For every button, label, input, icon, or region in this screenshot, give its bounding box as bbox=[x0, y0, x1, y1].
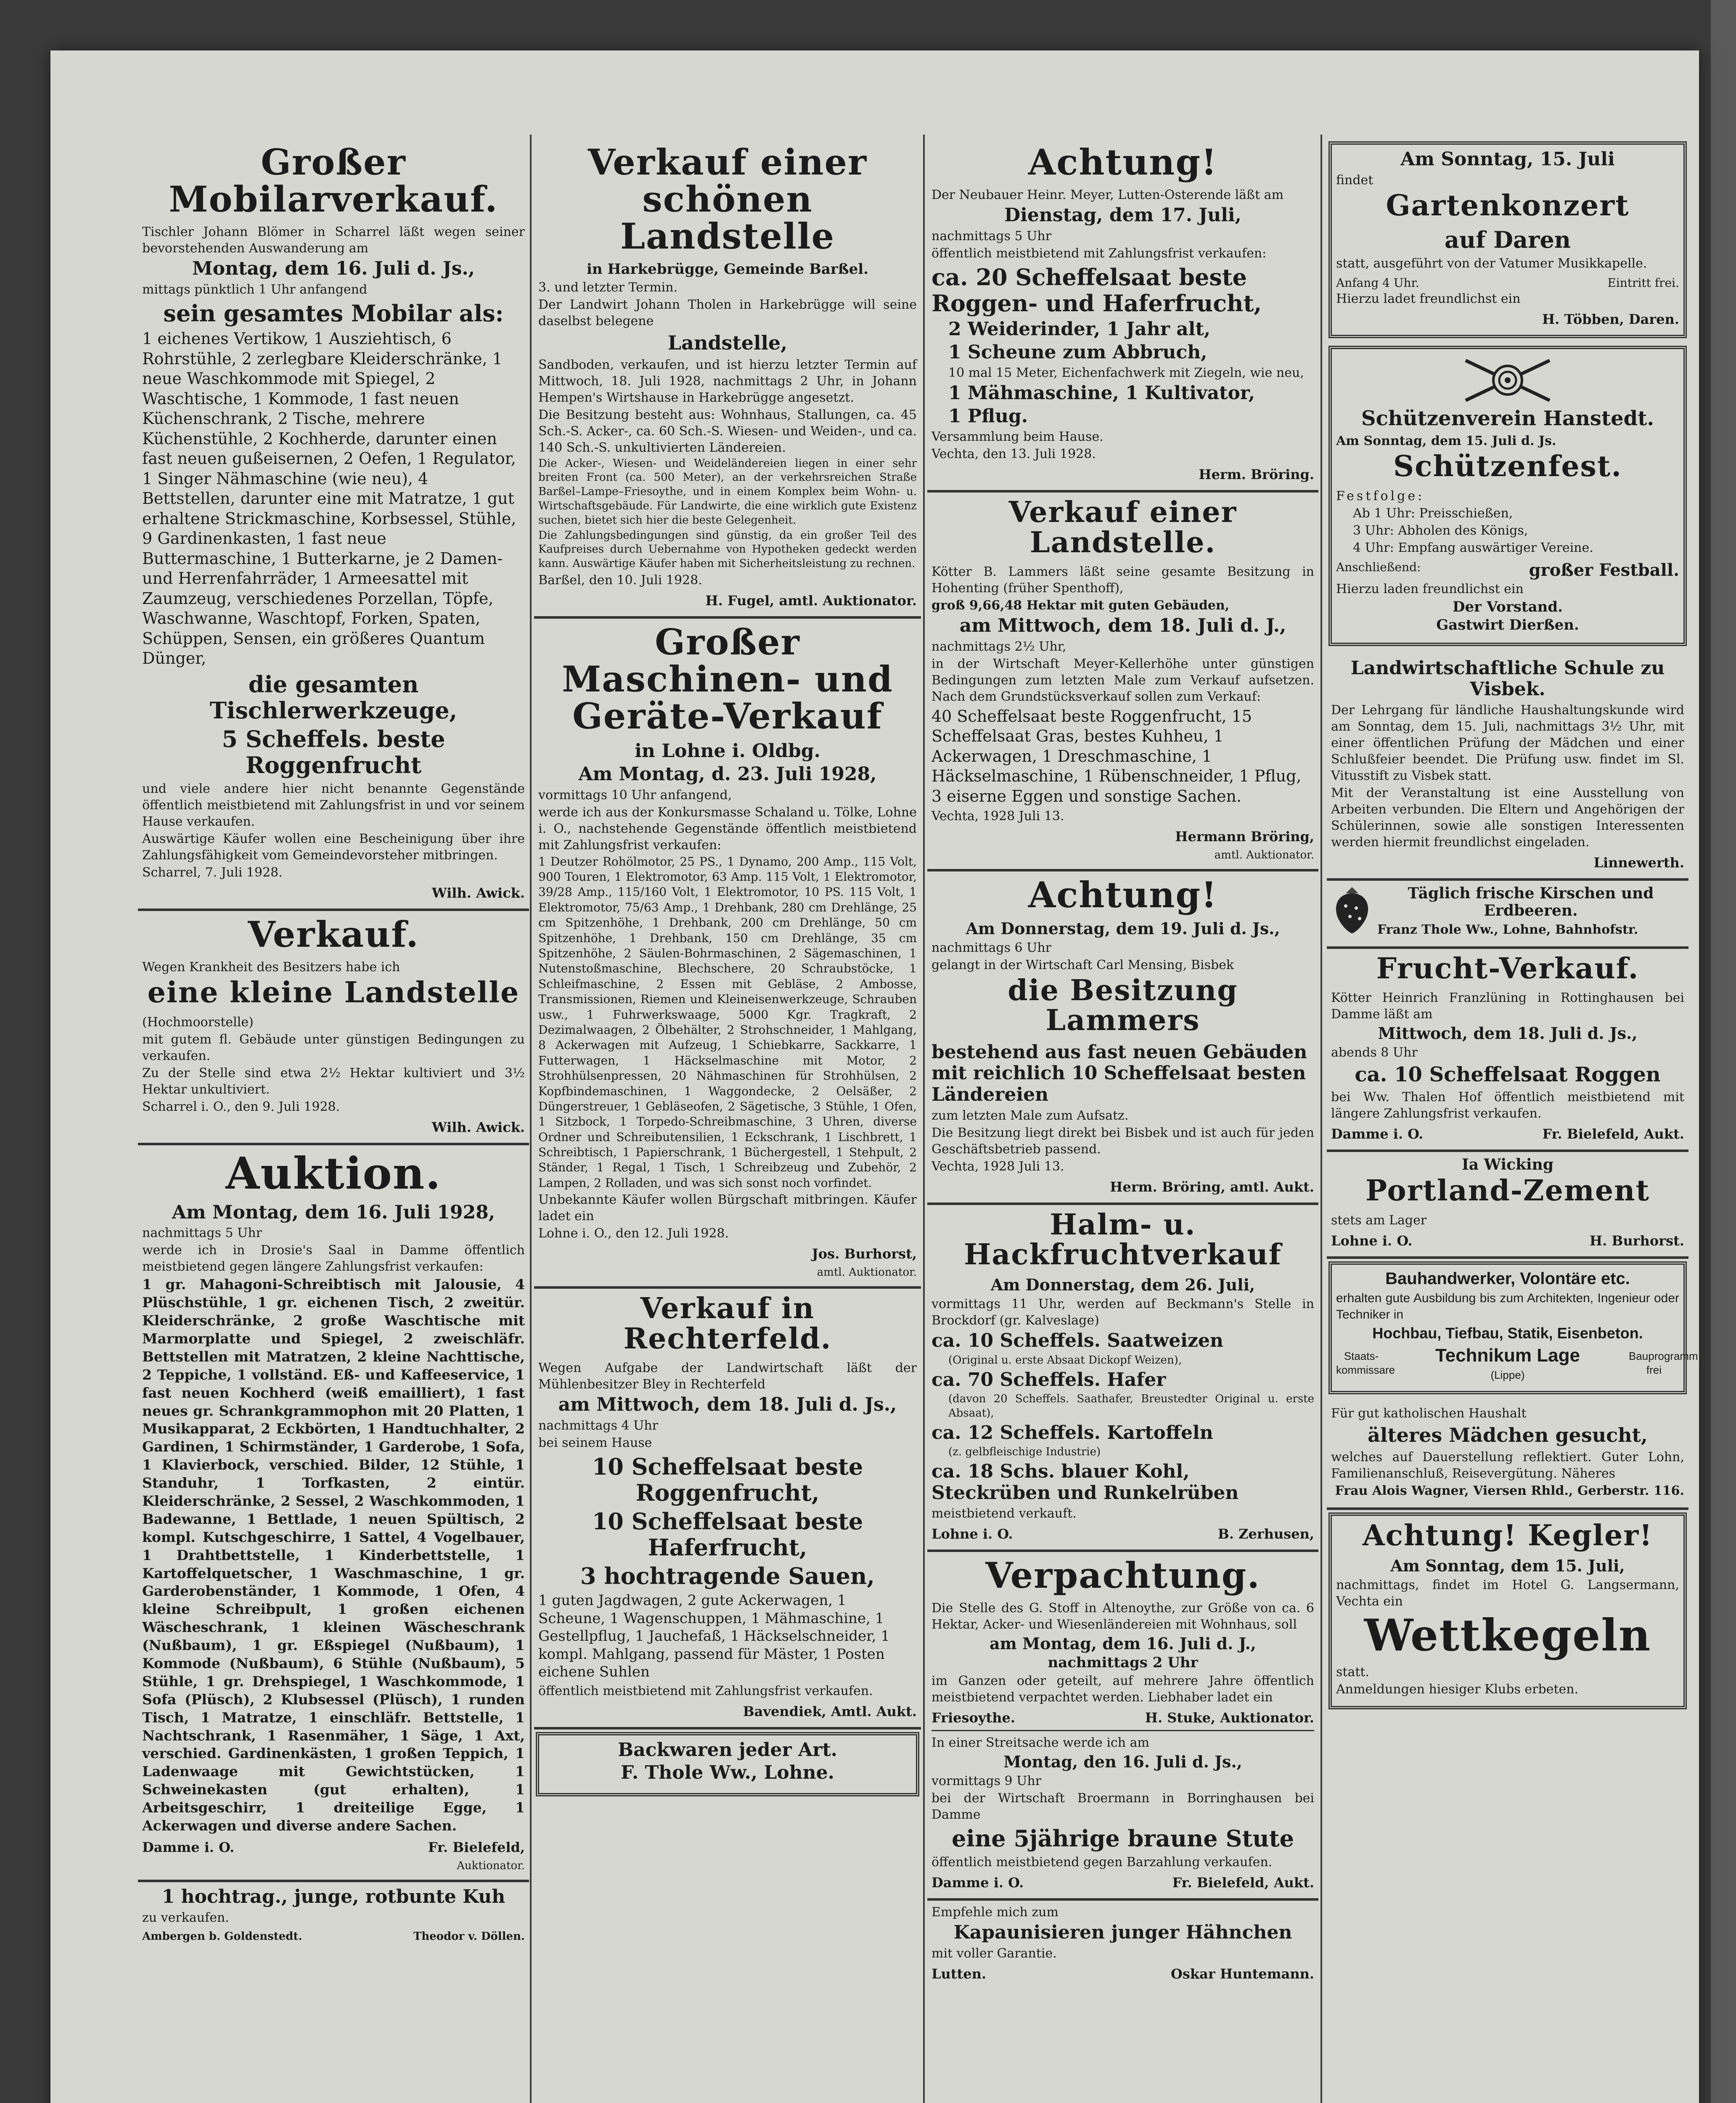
ad-backwaren bbox=[536, 1732, 919, 1796]
ad-signature bbox=[932, 1526, 1314, 1542]
ad-rechterfeld bbox=[534, 1289, 921, 1729]
ad-technikum-row bbox=[1336, 1343, 1698, 1383]
ad-headline: Wettkegeln bbox=[1364, 1609, 1651, 1661]
ad-item: 1 Pflug. bbox=[948, 405, 1028, 427]
ad-time: nachmittags 5 Uhr bbox=[142, 1226, 262, 1241]
ad-kegler bbox=[1328, 1512, 1687, 1709]
ad-sub: statt. bbox=[1336, 1664, 1369, 1679]
ad-body: Mit der Veranstaltung ist eine Ausstellung von Arbeiten verbunden. Die Eltern und Angehörigen der Schülerinnen, sowie alle sonstigen Interessenten werden hiermit freundlichst eingeladen. bbox=[1331, 786, 1684, 850]
signer: Gastwirt Dierßen. bbox=[1436, 616, 1579, 633]
ad-start: Anfang 4 Uhr. bbox=[1336, 276, 1419, 290]
ad-date: Dienstag, dem 17. Juli, bbox=[1004, 204, 1241, 226]
ad-pre: Für gut katholischen Haushalt bbox=[1331, 1406, 1527, 1421]
ad-title: Verkauf einer schönen Landstelle bbox=[587, 141, 868, 257]
ad-signature bbox=[1331, 1126, 1684, 1142]
ad-halm-hackfrucht bbox=[927, 1205, 1318, 1552]
column-4 bbox=[1327, 139, 1698, 2103]
column-rule bbox=[923, 135, 925, 2103]
ad-signature bbox=[538, 1246, 917, 1262]
ad-title: älteres Mädchen gesucht, bbox=[1368, 1423, 1648, 1446]
signer-role: amtl. Auktionator. bbox=[817, 1266, 917, 1279]
ad-verpachtung bbox=[927, 1552, 1318, 1901]
ad-schuetzenfest bbox=[1328, 346, 1687, 646]
signer-role: Auktionator. bbox=[457, 1859, 525, 1872]
ad-body: bei Ww. Thalen Hof öffentlich meistbietend mit längere Zahlungsfrist verkaufen. bbox=[1331, 1090, 1684, 1121]
column-2 bbox=[534, 139, 921, 2103]
newspaper-page bbox=[50, 50, 1699, 2103]
ad-place: Damme i. O. bbox=[1331, 1126, 1424, 1142]
ad-items: 1 eichenes Vertikow, 1 Ausziehtisch, 6 Rohrstühle, 2 zerlegbare Kleiderschränke, 1 neue Waschkommode mit Spiegel, 2 Waschtische, 1 Kommode, 1 fast neuen Küchenschrank, 2 Tische, mehrere Küchenstühle, 2 Kochherde, darunter einen fast neuen gußeisernen, 2 Oefen, 1 Regulator, 1 Singer Nähmaschine (wie neu), 4 Bettstellen, darunter eine mit Matratze, 1 gut erhaltene Strickmaschine, Korbsessel, Stühle, 9 Gardinenkasten, 1 fast neue Buttermaschine, 1 Butterkarne, je 2 Damen- und Herrenfahrräder, 1 Armeesattel mit Zaumzeug, verschiedenes Porzellan, Töpfe, Waschwanne, Waschtopf, Forken, Spaten, Schüppen, Sensen, ein größeres Quantum Dünger, bbox=[142, 329, 516, 668]
ad-achtung-lammers bbox=[927, 871, 1318, 1205]
ad-signature bbox=[142, 1930, 525, 1943]
ad-ball: großer Festball. bbox=[1529, 560, 1679, 580]
ad-right: Bauprogramm frei bbox=[1628, 1349, 1698, 1377]
ad-date: am Mittwoch, dem 18. Juli d. Js., bbox=[558, 1394, 897, 1416]
ad-item-detail: (Original u. erste Absaat Dickopf Weizen), bbox=[948, 1353, 1182, 1367]
ad-item: 1 Scheune zum Abbruch, bbox=[948, 341, 1207, 363]
ad-signature bbox=[932, 1179, 1314, 1195]
ad-time: nachmittags 2½ Uhr, bbox=[932, 639, 1066, 654]
signer: Wilh. Awick. bbox=[431, 885, 525, 901]
signer: Theodor v. Döllen. bbox=[413, 1930, 525, 1943]
ad-sub: (Lippe) bbox=[1490, 1368, 1525, 1381]
ad-body: im Ganzen oder geteilt, auf mehrere Jahre öffentlich meistbietend verpachtet werden. Liebhaber ladet ein bbox=[932, 1674, 1314, 1705]
signer: Oskar Huntemann. bbox=[1171, 1965, 1314, 1982]
ad-time: nachmittags 4 Uhr bbox=[538, 1418, 659, 1433]
ad-gartenkonzert bbox=[1328, 141, 1687, 338]
column-1 bbox=[138, 139, 529, 2103]
ad-date: Am Montag, dem 16. Juli 1928, bbox=[172, 1201, 495, 1223]
ad-body: Sandboden, verkaufen, und ist hierzu letzter Termin auf Mittwoch, 18. Juli 1928, nachmittags 2 Uhr, in Johann Hempen's Wirtshause in Harkebrügge angesetzt. bbox=[538, 357, 917, 405]
ad-maedchen bbox=[1327, 1402, 1688, 1510]
ad-place: Lutten. bbox=[932, 1965, 987, 1982]
ad-title: Verpachtung. bbox=[985, 1555, 1260, 1597]
ad-intro: nachmittags, findet im Hotel G. Langsermann, Vechta ein bbox=[1336, 1577, 1679, 1609]
book-spine bbox=[1711, 0, 1736, 2103]
ad-time: nachmittags 2 Uhr bbox=[1048, 1654, 1198, 1671]
ad-title: Verkauf. bbox=[248, 913, 419, 955]
ad-intro: gelangt in der Wirtschaft Carl Mensing, Bisbek bbox=[932, 958, 1234, 973]
signer: H. Fugel, amtl. Auktionator. bbox=[705, 592, 917, 609]
ad-body: Die Acker-, Wiesen- und Weideländereien liegen in einer sehr breiten Front (ca. 500 Meter), an der verkehrsreichen Straße Barßel–Lampe–Friesoythe, und in einem Komplex beim Wohn- u. Wirtschaftsgebäude. Für Landwirte, die eine wirklich gute Existenz suchen, bietet sich hier die beste Gelegenheit. bbox=[538, 457, 917, 527]
ad-start-entry bbox=[1336, 276, 1679, 290]
ad-body: Der Lehrgang für ländliche Haushaltungskunde wird am Sonntag, dem 15. Juli, nachmittags 3½ Uhr, mit einer öffentlichen Prüfung der Mädchen und einer Schlußfeier beendet. Die Prüfung usw. findet im Sl. Vitusstift zu Visbek statt. bbox=[1331, 703, 1684, 784]
ad-date: Am Donnerstag, dem 26. Juli, bbox=[990, 1275, 1255, 1295]
ad-kirschen bbox=[1327, 881, 1688, 949]
signer: Fr. Bielefeld, bbox=[428, 1839, 525, 1855]
ad-place: Lohne i. O., den 12. Juli 1928. bbox=[538, 1226, 729, 1241]
ad-sub: zu verkaufen. bbox=[142, 1910, 229, 1925]
ad-sub: öffentlich meistbietend mit Zahlungsfrist verkaufen: bbox=[932, 246, 1267, 261]
ad-signature bbox=[538, 1703, 917, 1719]
ad-body: welches auf Dauerstellung reflektiert. Guter Lohn, Familienanschluß, Reisevergütung. Näheres bbox=[1331, 1449, 1684, 1481]
signer: Herm. Bröring. bbox=[1199, 466, 1314, 483]
ad-left: Staats-kommissare bbox=[1336, 1349, 1395, 1377]
ad-intro: Kötter Heinrich Franzlüning in Rottinghausen bei Damme läßt am bbox=[1331, 991, 1684, 1022]
column-rule bbox=[530, 135, 532, 2103]
ad-title: Achtung! Kegler! bbox=[1362, 1518, 1653, 1552]
signer: F. Thole Ww., Lohne. bbox=[621, 1762, 834, 1784]
ad-entry: Eintritt frei. bbox=[1607, 276, 1679, 290]
ad-highlight: 5 Scheffels. beste Roggenfrucht bbox=[222, 725, 445, 779]
ad-item-detail: 10 mal 15 Meter, Eichenfachwerk mit Ziegeln, wie neu, bbox=[948, 366, 1304, 381]
ad-kapaunen bbox=[927, 1901, 1318, 1989]
signer: H. Burhorst. bbox=[1589, 1232, 1684, 1249]
ad-frucht-verkauf bbox=[1327, 949, 1688, 1152]
strawberry-icon bbox=[1331, 885, 1373, 937]
ad-date: Am Sonntag, dem 15. Juli, bbox=[1390, 1556, 1625, 1575]
ad-role bbox=[538, 1266, 917, 1279]
ad-zement bbox=[1327, 1152, 1688, 1259]
ad-signature bbox=[932, 829, 1314, 845]
ad-sub: zum letzten Male zum Aufsatz. bbox=[932, 1108, 1129, 1123]
ad-date: am Mittwoch, dem 18. Juli d. J., bbox=[959, 615, 1286, 637]
ad-auktion bbox=[138, 1145, 529, 1882]
ad-intro: werde ich aus der Konkursmasse Schaland u. Tölke, Lohne i. O., nachstehende Gegenstände öffentlich meistbietend mit Zahlungsfrist verkaufen: bbox=[538, 805, 917, 853]
signer-role: amtl. Auktionator. bbox=[1214, 849, 1314, 862]
ad-item: 10 Scheffelsaat beste Roggenfrucht, bbox=[592, 1453, 863, 1506]
signer: Wilh. Awick. bbox=[431, 1119, 525, 1135]
ad-item: ca. 10 Scheffels. Saatweizen bbox=[932, 1330, 1223, 1352]
ad-item: 2 Weiderinder, 1 Jahr alt, bbox=[948, 318, 1211, 340]
ad-item: ca. 70 Scheffels. Hafer bbox=[932, 1369, 1166, 1391]
ad-meet: Versammlung beim Hause. bbox=[932, 429, 1104, 445]
ad-order-item: 3 Uhr: Abholen des Königs, bbox=[1353, 523, 1528, 538]
ad-title: Landwirtschaftliche Schule zu Visbek. bbox=[1350, 657, 1665, 700]
ad-technikum bbox=[1328, 1261, 1698, 1394]
ad-date: Am Donnerstag, dem 19. Juli d. Js., bbox=[966, 919, 1280, 938]
ad-time: nachmittags 6 Uhr bbox=[932, 940, 1052, 956]
ad-note: Anmeldungen hiesiger Klubs erbeten. bbox=[1336, 1682, 1579, 1697]
ad-subhead: sein gesamtes Mobilar als: bbox=[163, 299, 504, 327]
ad-name: Technikum Lage bbox=[1435, 1345, 1580, 1366]
ad-pre: Empfehle mich zum bbox=[932, 1905, 1059, 1920]
ad-signature bbox=[142, 1119, 525, 1135]
ad-item: ca. 12 Scheffels. Kartoffeln bbox=[932, 1422, 1213, 1443]
ad-items: 1 gr. Mahagoni-Schreibtisch mit Jalousie, 4 Plüschstühle, 1 gr. eichenen Tisch, 2 zweitür. Kleiderschränke, 2 große Waschtische mit Marmorplatte und Spiegel, 2 zweischläfr. Bettstellen mit Matratzen, 2 kleine Nachttische, 2 Teppiche, 1 vollständ. Eß- und Kaffeeservice, 1 fast neuen Kochherd (weiß emailliert), 1 fast neues gr. Schrankgrammophon mit 20 Platten, 1 Musikapparat, 2 Eckbörten, 1 Handtuchhalter, 2 Gardinen, 1 Schirmständer, 1 Garderobe, 1 Sofa, 1 Klavierbock, verschied. Bilder, 12 Stühle, 1 Standuhr, 1 Torfkasten, 2 eintür. Kleiderschränke, 2 Sessel, 2 Waschkommoden, 1 Badewanne, 1 Bettlade, 1 neuen Spültisch, 2 kompl. Kutschgeschirre, 1 Sattel, 4 Vogelbauer, 1 Drahtbettstelle, 1 Kinderbettstelle, 1 Kartoffelquetscher, 1 Waschmaschine, 1 gr. Garderobenständer, 1 Kommode, 1 Ofen, 4 kleine Schreibpult, 1 großen eichenen Wäscheschrank, 1 kleinen Wäscheschrank (Nußbaum), 1 gr. Eßspiegel (Nußbaum), 1 Kommode (Nußbaum), 6 Stühle (Nußbaum), 5 Stühle, 1 gr. Drehspiegel, 1 Waschkommode, 1 Sofa (Plüsch), 2 Klubsessel (Plüsch), 1 runden Tisch, 1 Matratze, 1 einschläfr. Bettstelle, 1 Nachtschrank, 1 Rasenmäher, 1 Säge, 1 Axt, verschied. Gardinenkästen, 1 großen Teppich, 1 Ladenwaage mit Gewichtstücken, 1 Schweinekasten (gut erhalten), 1 Arbeitsgeschirr, 1 dreiteilige Egge, 1 Ackerwagen und diverse andere Sachen. bbox=[142, 1276, 525, 1834]
ad-highlight: die gesamten Tischlerwerkzeuge, bbox=[209, 670, 458, 724]
ad-item: 3 hochtragende Sauen, bbox=[580, 1563, 875, 1590]
signer: Herm. Bröring, amtl. Aukt. bbox=[1110, 1179, 1314, 1195]
signer: Fr. Bielefeld, Aukt. bbox=[1172, 1875, 1314, 1891]
ad-place: Lohne i. O. bbox=[1331, 1232, 1413, 1249]
ad-signature bbox=[932, 466, 1314, 482]
ad-body: Die Zahlungsbedingungen sind günstig, da ein großer Teil des Kaufpreises durch Uebernahme von Hypotheken gedeckt werden kann. Auswärtige Käufer haben mit Sicherheitsleistung zu rechnen. bbox=[538, 529, 917, 570]
ad-title: 1 hochtrag., junge, rotbunte Kuh bbox=[161, 1886, 505, 1907]
ad-title: Frucht-Verkauf. bbox=[1376, 951, 1639, 985]
ad-date: Am Sonntag, 15. Juli bbox=[1400, 148, 1615, 170]
ad-subhead: Landstelle, bbox=[667, 331, 788, 354]
signer: H. Többen, Daren. bbox=[1542, 311, 1679, 328]
ad-order-heading: Festfolge: bbox=[1336, 488, 1425, 503]
ad-title: Verkauf einer Landstelle. bbox=[1008, 495, 1237, 559]
signer: Franz Thole Ww., Lohne, Bahnhofstr. bbox=[1377, 922, 1638, 937]
ad-kuh bbox=[138, 1882, 529, 1950]
ad-signature bbox=[1331, 1233, 1684, 1249]
ad-body: statt, ausgeführt von der Vatumer Musikkapelle. bbox=[1336, 256, 1647, 271]
ad-intro: Tischler Johann Blömer in Scharrel läßt wegen seiner bevorstehenden Auswanderung am bbox=[142, 225, 525, 256]
ad-body: bei der Wirtschaft Broermann in Borringhausen bei Damme bbox=[932, 1790, 1314, 1822]
ad-location: in Lohne i. Oldbg. bbox=[635, 740, 820, 762]
signer: Hermann Bröring, bbox=[1175, 829, 1314, 845]
signer: B. Zerhusen, bbox=[1217, 1526, 1314, 1542]
ad-body: Zu der Stelle sind etwa 2½ Hektar kultiviert und 3½ Hektar unkultiviert. bbox=[142, 1065, 525, 1097]
ad-date: am Montag, dem 16. Juli d. J., bbox=[989, 1634, 1257, 1653]
ad-landstelle-lammers bbox=[927, 493, 1318, 871]
ad-signature bbox=[932, 1966, 1314, 1982]
ad-note: Auswärtige Käufer wollen eine Bescheinigung über ihre Zahlungsfähigkeit vom Gemeindevorsteher mitbringen. bbox=[142, 831, 525, 863]
ad-date: Am Montag, d. 23. Juli 1928, bbox=[578, 763, 877, 785]
ad-note: und viele andere hier nicht benannte Gegenstände öffentlich meistbietend mit Zahlungsfrist in und vor seinem Hause verkaufen. bbox=[142, 781, 525, 829]
ad-time: vormittags 9 Uhr bbox=[932, 1773, 1042, 1788]
ad-place: Lohne i. O. bbox=[932, 1526, 1013, 1542]
signer: Fr. Bielefeld, Aukt. bbox=[1542, 1126, 1684, 1142]
ad-intro: werde ich in Drosie's Saal in Damme öffentlich meistbietend gegen längere Zahlungsfrist verkaufen: bbox=[142, 1243, 525, 1274]
ad-date: Montag, dem 16. Juli d. Js., bbox=[192, 258, 475, 280]
ad-place: Barßel, den 10. Juli 1928. bbox=[538, 572, 702, 588]
ad-verkauf-landstelle-klein bbox=[138, 911, 529, 1145]
ad-title: Achtung! bbox=[1028, 874, 1217, 916]
ad-body: erhalten gute Ausbildung bis zum Architekten, Ingenieur oder Techniker in bbox=[1336, 1291, 1679, 1322]
ad-place: Damme i. O. bbox=[932, 1875, 1024, 1891]
signer: Der Vorstand. bbox=[1453, 598, 1563, 615]
ad-item-detail: (z. gelbfleischige Industrie) bbox=[948, 1446, 1101, 1459]
ad-signature bbox=[932, 1710, 1314, 1726]
signer: Jos. Burhorst, bbox=[812, 1246, 917, 1262]
ad-location: in Harkebrügge, Gemeinde Barßel. bbox=[586, 260, 869, 278]
ad-intro: In einer Streitsache werde ich am bbox=[932, 1730, 1314, 1751]
ad-signature bbox=[142, 885, 525, 901]
ad-order-item: Ab 1 Uhr: Preisschießen, bbox=[1353, 506, 1513, 521]
ad-place: Scharrel i. O., den 9. Juli 1928. bbox=[142, 1099, 340, 1114]
ad-term: 3. und letzter Termin. bbox=[538, 280, 678, 295]
ad-role bbox=[142, 1859, 525, 1872]
crossed-rifles-target-icon bbox=[1336, 354, 1679, 405]
ad-pre: findet bbox=[1336, 172, 1373, 188]
ad-title: Backwaren jeder Art. bbox=[618, 1739, 837, 1761]
ad-body: bestehend aus fast neuen Gebäuden mit reichlich 10 Scheffelsaat besten Ländereien bbox=[932, 1041, 1307, 1106]
ad-intro: Der Landwirt Johann Tholen in Harkebrügge will seine daselbst belegene bbox=[538, 297, 917, 328]
ad-signature bbox=[538, 593, 917, 609]
ad-place: Scharrel, 7. Juli 1928. bbox=[142, 865, 283, 880]
ad-time: nachmittags 5 Uhr bbox=[932, 228, 1052, 244]
ad-signature bbox=[142, 1839, 525, 1855]
ad-title: Achtung! bbox=[1028, 141, 1217, 183]
ad-headline: die Besitzung Lammers bbox=[1008, 974, 1238, 1038]
ad-signature bbox=[1336, 311, 1679, 327]
ad-intro: Kötter B. Lammers läßt seine gesamte Besitzung in Hohenting (früher Spenthoff), bbox=[932, 564, 1314, 596]
ad-headline: eine kleine Landstelle bbox=[147, 976, 520, 1010]
ad-date: Montag, den 16. Juli d. Js., bbox=[1003, 1752, 1242, 1772]
ad-place: Vechta, 1928 Juli 13. bbox=[932, 809, 1064, 824]
ad-date: Am Sonntag, dem 15. Juli d. Js. bbox=[1336, 434, 1556, 449]
signer: Linnewerth. bbox=[1593, 855, 1684, 871]
signer: H. Stuke, Auktionator. bbox=[1145, 1710, 1314, 1726]
ad-sub: (Hochmoorstelle) bbox=[142, 1014, 254, 1030]
ad-fields: Hochbau, Tiefbau, Statik, Eisenbeton. bbox=[1372, 1324, 1643, 1342]
ad-title: Großer Mobilarverkauf. bbox=[169, 141, 498, 220]
ad-items: 1 Deutzer Rohölmotor, 25 PS., 1 Dynamo, 200 Amp., 115 Volt, 900 Touren, 1 Elektromotor, 63 Amp. 115 Volt, 1 Elektromotor, 39/28 Amp., 115/160 Volt, 1 Elektromotor, 10 PS. 115 Volt, 1 Elektromotor, 75/63 Amp., 1 Drehbank, 280 cm Drehlänge, 25 cm Spitzenhöhe, 1 Drehbank, 200 cm Drehlänge, 50 cm Spitzenhöhe, 1 Drehbank, 150 cm Drehlänge, 35 cm Spitzenhöhe, 2 Säulen-Bohrmaschinen, 2 Sägemaschinen, 1 Nutenstoßmaschine, Blechschere, 20 Schraubstöcke, 1 Schleifmaschine, 2 Essen mit Gebläse, 2 Ambosse, Transmissionen, Riemen und Kleineisenwerkzeuge, Schrauben usw., 1 Fuhrwerkswaage, 5000 Kgr. Tragkraft, 2 Dezimalwaagen, 2 Ölbehälter, 2 Strohschneider, 1 Mahlgang, 8 Ackerwagen mit Aufzeug, 1 Schiebkarre, Sackkarre, 1 Futterwagen, 1 Häckselmaschine mit Motor, 2 Strohhülsenpressen, 20 Nähmaschinen für Strohhülsen, 2 Kopfbindemaschinen, 1 Waggondecke, 2 Oelsäßer, 2 Düngerstreuer, 1 Gebläseofen, 2 Sägetische, 3 Stühle, 1 Ofen, 1 Sitzbock, 1 Torpedo-Schreibmaschine, 3 Uhren, diverse Ordner und Schreibutensilien, 1 Eckschrank, 1 Lischbrett, 1 Schreibtisch, 1 Papierschrank, 1 Büchergestell, 1 Stehpult, 2 Ständer, 1 Regal, 1 Tisch, 1 Schreibzeug und Zubehör, 2 Lampen, 2 Rolladen, und was sich sonst noch vorfindet. bbox=[538, 854, 917, 1190]
ad-item-detail: (davon 20 Scheffels. Saathafer, Breustedter Original u. erste Absaat), bbox=[948, 1393, 1314, 1420]
ad-size: groß 9,66,48 Hektar mit guten Gebäuden, bbox=[932, 598, 1230, 613]
ad-title: Halm- u. Hackfruchtverkauf bbox=[963, 1208, 1282, 1272]
ad-place: Vechta, 1928 Juli 13. bbox=[932, 1159, 1064, 1174]
ad-name-block bbox=[1435, 1343, 1580, 1383]
ad-body: in der Wirtschaft Meyer-Kellerhöhe unter günstigen Bedingungen zum letzten Male zum Verkauf aufsetzen. Nach dem Grundstücksverkauf sollen zum Verkauf: bbox=[932, 656, 1314, 704]
ad-loc: bei seinem Hause bbox=[538, 1435, 652, 1450]
ad-role bbox=[932, 849, 1314, 861]
ad-intro: Der Neubauer Heinr. Meyer, Lutten-Osterende läßt am bbox=[932, 188, 1284, 203]
ad-after-label: Anschließend: bbox=[1336, 560, 1421, 574]
ad-note: öffentlich meistbietend gegen Barzahlung verkaufen. bbox=[932, 1855, 1273, 1870]
ad-headline: eine 5jährige braune Stute bbox=[952, 1825, 1294, 1852]
ad-signature bbox=[1331, 855, 1684, 871]
ad-note: Unbekannte Käufer wollen Bürgschaft mitbringen. Käufer ladet ein bbox=[538, 1192, 917, 1224]
ad-time: abends 8 Uhr bbox=[1331, 1045, 1418, 1060]
ad-invite: Hierzu laden freundlichst ein bbox=[1336, 581, 1524, 596]
ad-after bbox=[1336, 560, 1679, 580]
ad-body: Die Besitzung besteht aus: Wohnhaus, Stallungen, ca. 45 Sch.-S. Acker-, ca. 60 Sch.-S. Wiesen- und Weiden-, und ca. 140 Sch.-S. unkultivierten Ländereien. bbox=[538, 407, 917, 455]
ad-pre: Ia Wicking bbox=[1461, 1156, 1554, 1174]
ad-place: Damme i. O. bbox=[142, 1839, 235, 1855]
ad-item: ca. 20 Scheffelsaat beste Roggen- und Haferfrucht, bbox=[932, 263, 1262, 317]
ad-place: Vechta, den 13. Juli 1928. bbox=[932, 447, 1096, 462]
ad-intro: Die Stelle des G. Stoff in Altenoythe, zur Größe von ca. 6 Hektar, Acker- und Wiesenländereien mit Wohnhaus, soll bbox=[932, 1601, 1314, 1632]
ad-title: Portland-Zement bbox=[1366, 1174, 1650, 1208]
ad-loc: auf Daren bbox=[1444, 226, 1571, 253]
ad-place: Friesoythe. bbox=[932, 1710, 1016, 1726]
ad-title: Täglich frische Kirschen und Erdbeeren. bbox=[1408, 885, 1654, 920]
signer: Bavendiek, Amtl. Aukt. bbox=[743, 1703, 917, 1719]
ad-mobilarverkauf bbox=[138, 139, 529, 911]
ad-landw-schule bbox=[1327, 654, 1688, 881]
ad-intro: Wegen Krankheit des Besitzers habe ich bbox=[142, 960, 400, 975]
ad-items: 40 Scheffelsaat beste Roggenfrucht, 15 Scheffelsaat Gras, bestes Kuhheu, 1 Ackerwagen, 1 Dreschmaschine, 1 Häckselmaschine, 1 Rübenschneider, 1 Pflug, 3 eiserne Eggen und sonstige Sachen. bbox=[932, 707, 1302, 805]
ad-title: Bauhandwerker, Volontäre etc. bbox=[1385, 1269, 1630, 1288]
column-rule bbox=[1321, 135, 1322, 2103]
ad-title: Gartenkonzert bbox=[1386, 188, 1630, 222]
ad-date: Mittwoch, dem 18. Juli d. Js., bbox=[1378, 1024, 1638, 1043]
ad-item: 10 Scheffelsaat beste Haferfrucht, bbox=[592, 1507, 863, 1561]
ad-time: vormittags 10 Uhr anfangend, bbox=[538, 787, 732, 803]
ad-intro: vormittags 11 Uhr, werden auf Beckmann's Stelle in Brockdorf (gr. Kalveslage) bbox=[932, 1297, 1314, 1328]
ad-body: mit gutem fl. Gebäude unter günstigen Bedingungen zu verkaufen. bbox=[142, 1032, 525, 1063]
ad-title: Verkauf in Rechterfeld. bbox=[623, 1292, 832, 1356]
ad-club: Schützenverein Hanstedt. bbox=[1361, 407, 1654, 431]
ad-title: Schützenfest. bbox=[1393, 450, 1622, 484]
ad-item: 1 Mähmaschine, 1 Kultivator, bbox=[948, 382, 1255, 404]
ad-sub: stets am Lager bbox=[1331, 1213, 1427, 1228]
column-3 bbox=[927, 139, 1318, 2103]
signer: Frau Alois Wagner, Viersen Rhld., Gerberstr. 116. bbox=[1335, 1483, 1684, 1498]
ad-intro: Wegen Aufgabe der Landwirtschaft läßt der Mühlenbesitzer Bley in Rechterfeld bbox=[538, 1361, 917, 1392]
ad-landstelle-harkebruegge bbox=[534, 139, 921, 619]
ad-place: Ambergen b. Goldenstedt. bbox=[142, 1930, 302, 1943]
ad-title: Großer Maschinen- und Geräte-Verkauf bbox=[562, 621, 893, 737]
ad-note: Die Besitzung liegt direkt bei Bisbek und ist auch für jeden Geschäftsbetrieb passend. bbox=[932, 1125, 1314, 1157]
ad-signature bbox=[932, 1875, 1314, 1891]
ad-note: meistbietend verkauft. bbox=[932, 1506, 1077, 1521]
ad-item: ca. 10 Scheffelsaat Roggen bbox=[1355, 1062, 1661, 1086]
ad-sub: mit voller Garantie. bbox=[932, 1946, 1057, 1961]
ad-order-item: 4 Uhr: Empfang auswärtiger Vereine. bbox=[1353, 540, 1593, 555]
ad-title: Auktion. bbox=[225, 1147, 442, 1199]
ad-invite: Hierzu ladet freundlichst ein bbox=[1336, 291, 1521, 307]
ad-achtung-meyer bbox=[927, 139, 1318, 493]
ad-title: Kapaunisieren junger Hähnchen bbox=[953, 1922, 1292, 1944]
ad-items: 1 guten Jagdwagen, 2 gute Ackerwagen, 1 Scheune, 1 Wagenschuppen, 1 Mähmaschine, 1 Gestellpflug, 1 Jauchefaß, 1 Häckselschneider, 1 kompl. Mahlgang, passend für Mäster, 1 Posten eichene Suhlen bbox=[538, 1592, 890, 1681]
ad-maschinen-verkauf bbox=[534, 619, 921, 1289]
ad-time: mittags pünktlich 1 Uhr anfangend bbox=[142, 282, 368, 297]
ad-item: ca. 18 Schs. blauer Kohl, Steckrüben und Runkelrüben bbox=[932, 1461, 1239, 1504]
ad-note: öffentlich meistbietend mit Zahlungsfrist verkaufen. bbox=[538, 1683, 873, 1698]
